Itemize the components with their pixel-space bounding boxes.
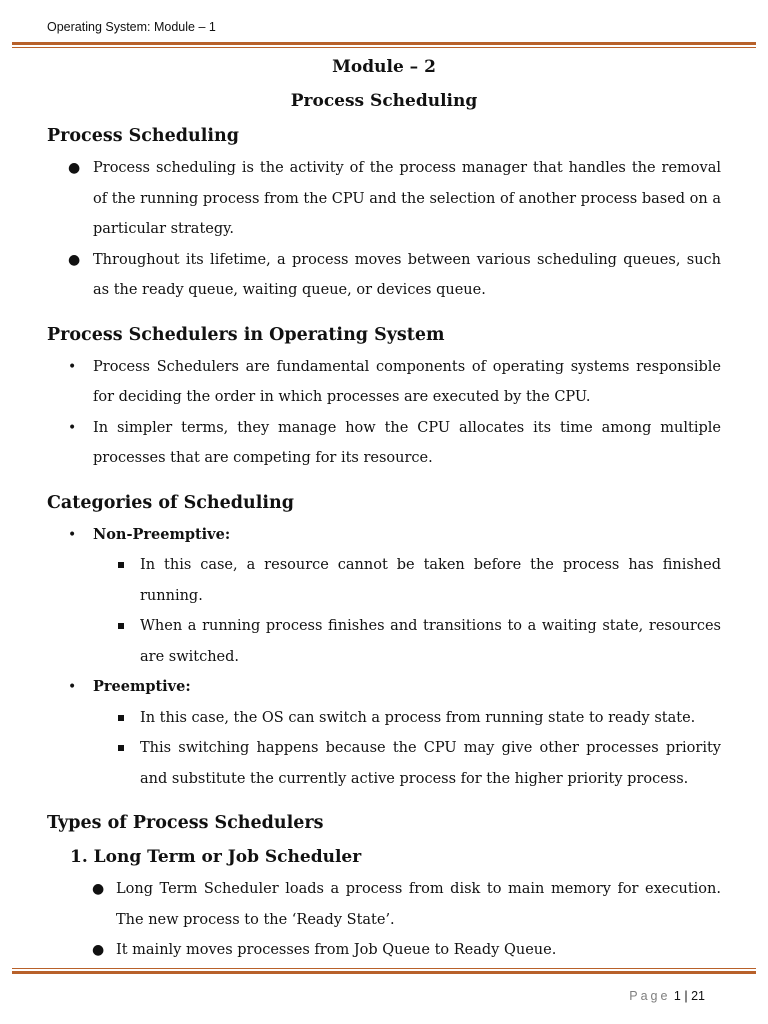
- long-term-list: [47, 874, 721, 966]
- square-bullet-icon: [118, 562, 124, 568]
- module-title: Module – 2: [332, 57, 436, 77]
- page-body: [47, 53, 721, 966]
- square-bullet-icon: [118, 623, 124, 629]
- page-label: Page: [629, 989, 671, 1003]
- header-rule: [12, 42, 756, 48]
- bullet-icon: ●: [92, 881, 105, 897]
- square-bullet-icon: [118, 715, 124, 721]
- bullet-icon: •: [68, 419, 77, 436]
- page-total: 21: [691, 989, 705, 1003]
- bullet-icon: ●: [68, 160, 81, 176]
- section-heading-process-schedulers: Process Schedulers in Operating System: [47, 324, 445, 345]
- section-heading-process-scheduling: Process Scheduling: [47, 126, 240, 146]
- list-item: • Process Schedulers are fundamental components of operating systems responsible for deciding the order in which processes are executed by the CPU.: [47, 352, 721, 413]
- list-item: In this case, the OS can switch a process from running state to ready state.: [47, 703, 721, 734]
- bullet-icon: ●: [92, 942, 105, 958]
- list-item: ● Long Term Scheduler loads a process from disk to main memory for execution. The new process to the ‘Ready State’.: [47, 874, 721, 935]
- list-item: ● Process scheduling is the activity of the process manager that handles the removal of the running process from the CPU and the selection of another process based on a particular strategy.: [47, 153, 721, 245]
- list-item: • In simpler terms, they manage how the CPU allocates its time among multiple processes that are competing for its resource.: [47, 413, 721, 474]
- section-heading-types: Types of Process Schedulers: [47, 813, 324, 833]
- bullet-icon: •: [68, 679, 77, 695]
- footer-rule: [12, 968, 756, 974]
- bullet-icon: ●: [68, 251, 81, 268]
- categories-list: [47, 520, 721, 551]
- list-item: In this case, a resource cannot be taken before the process has finished running.: [47, 550, 721, 611]
- page-separator: |: [684, 989, 688, 1003]
- page-number: 1: [673, 989, 681, 1003]
- process-scheduling-list: [47, 153, 721, 306]
- topic-title: Process Scheduling: [290, 91, 478, 111]
- list-item: • Non-Preemptive:: [47, 520, 721, 551]
- square-bullet-icon: [118, 745, 124, 751]
- list-item: • Preemptive:: [47, 672, 721, 703]
- list-item: This switching happens because the CPU may give other processes priority and substitute the currently active process for the higher priority process.: [47, 733, 721, 794]
- list-item: When a running process finishes and transitions to a waiting state, resources are switched.: [47, 611, 721, 672]
- bullet-icon: •: [68, 358, 77, 375]
- running-header: Operating System: Module – 1: [47, 20, 216, 34]
- list-item: ● Throughout its lifetime, a process moves between various scheduling queues, such as the ready queue, waiting queue, or devices queue.: [47, 245, 721, 306]
- bullet-icon: •: [68, 526, 77, 543]
- list-item: ● It mainly moves processes from Job Queue to Ready Queue.: [47, 935, 721, 966]
- preemptive-sublist: [47, 703, 721, 795]
- process-schedulers-list: [47, 352, 721, 474]
- subsection-heading-long-term: 1. Long Term or Job Scheduler: [70, 847, 362, 867]
- page-footer: [629, 989, 705, 1003]
- categories-list-continued: [47, 672, 721, 703]
- non-preemptive-sublist: [47, 550, 721, 672]
- section-heading-categories: Categories of Scheduling: [47, 492, 294, 513]
